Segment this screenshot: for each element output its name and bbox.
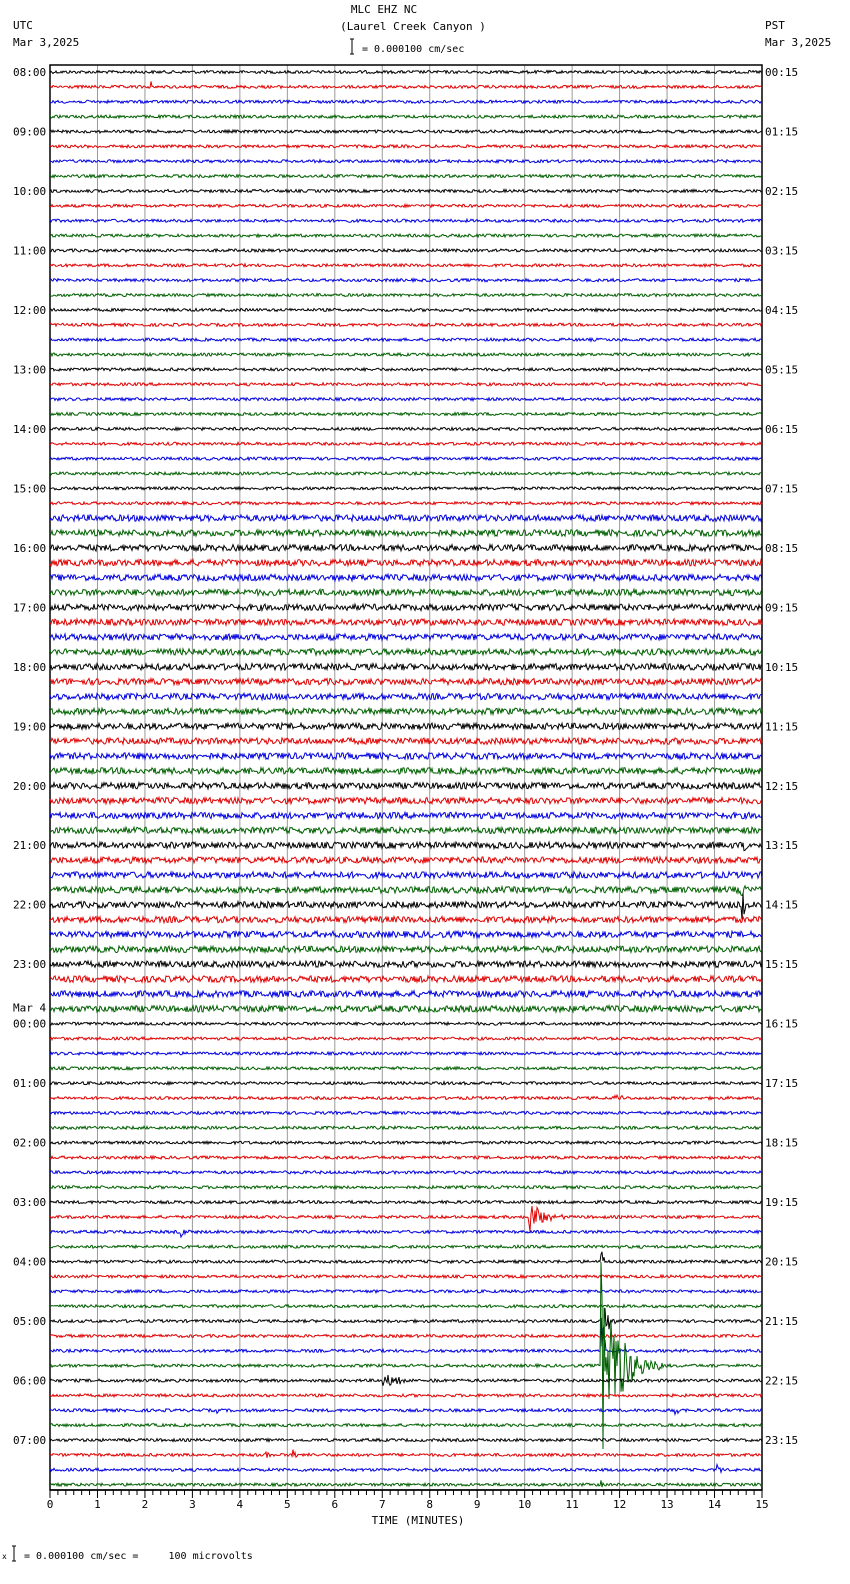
seismic-trace xyxy=(50,190,762,193)
x-tick-label: 14 xyxy=(707,1498,722,1511)
pst-hour-label: 21:15 xyxy=(765,1315,799,1329)
seismic-trace xyxy=(50,931,762,937)
x-tick-label: 15 xyxy=(755,1498,769,1511)
pst-hour-label: 15:15 xyxy=(765,958,799,972)
scale-bar-icon xyxy=(350,39,354,54)
utc-hour-label: 13:00 xyxy=(13,363,47,377)
seismic-trace xyxy=(50,916,762,922)
seismic-trace xyxy=(50,1245,762,1248)
right-timezone: PST xyxy=(765,19,785,32)
seismic-trace xyxy=(50,487,762,490)
pst-hour-label: 06:15 xyxy=(765,422,799,436)
seismic-trace xyxy=(50,589,762,595)
seismic-trace xyxy=(50,1022,762,1025)
seismic-trace xyxy=(50,115,762,118)
seismic-trace xyxy=(50,886,762,896)
x-tick-label: 9 xyxy=(473,1498,481,1511)
seismic-trace xyxy=(50,842,762,851)
pst-hour-label: 04:15 xyxy=(765,303,799,317)
utc-hour-label: 17:00 xyxy=(13,601,47,615)
utc-hour-label: 20:00 xyxy=(13,779,47,793)
right-date: Mar 3,2025 xyxy=(765,36,832,49)
seismic-trace xyxy=(50,219,762,222)
pst-hour-label: 14:15 xyxy=(765,898,799,912)
time-axis xyxy=(47,1490,769,1511)
seismic-trace xyxy=(50,545,762,551)
seismic-trace xyxy=(50,1450,762,1458)
x-tick-label: 11 xyxy=(565,1498,579,1511)
seismic-trace xyxy=(50,649,762,655)
utc-hour-label: 23:00 xyxy=(13,958,47,972)
utc-hour-label: 16:00 xyxy=(13,541,47,555)
station-location: (Laurel Creek Canyon ) xyxy=(340,20,486,33)
seismic-trace xyxy=(50,1439,762,1442)
footer-scale-bar-icon xyxy=(12,1546,16,1561)
x-tick-label: 10 xyxy=(518,1498,532,1511)
seismic-trace xyxy=(50,294,762,297)
seismic-trace xyxy=(50,427,762,430)
seismic-trace xyxy=(50,1126,762,1129)
pst-hour-label: 03:15 xyxy=(765,244,799,258)
seismic-trace xyxy=(50,872,762,878)
pst-hour-label: 05:15 xyxy=(765,363,799,377)
footer-scale-text: = 0.000100 cm/sec = 100 microvolts xyxy=(24,1551,253,1562)
utc-hour-label: 19:00 xyxy=(13,720,47,734)
seismic-trace xyxy=(50,1206,762,1232)
seismic-trace xyxy=(50,71,762,74)
x-tick-label: 7 xyxy=(378,1498,386,1511)
x-tick-label: 5 xyxy=(284,1498,291,1511)
seismic-trace xyxy=(50,1375,762,1386)
seismic-trace xyxy=(50,1156,762,1159)
seismic-trace xyxy=(50,991,762,997)
station-title: MLC EHZ NC xyxy=(350,3,418,16)
seismic-trace xyxy=(50,857,762,863)
seismic-trace xyxy=(50,1252,762,1263)
seismic-trace xyxy=(50,1201,762,1204)
pst-hour-label: 00:15 xyxy=(765,66,799,79)
utc-hour-label: 00:00 xyxy=(13,1017,47,1031)
pst-hour-label: 13:15 xyxy=(765,839,799,853)
footer-prefix: x xyxy=(2,1552,7,1561)
seismic-trace xyxy=(50,1095,762,1099)
traces xyxy=(50,71,762,1488)
seismic-trace xyxy=(50,1335,762,1338)
pst-hour-label: 17:15 xyxy=(765,1077,799,1091)
x-axis-label: TIME (MINUTES) xyxy=(371,1514,465,1527)
left-timezone: UTC xyxy=(13,19,33,32)
pst-hour-label: 12:15 xyxy=(765,779,799,793)
utc-hour-label: 02:00 xyxy=(13,1136,47,1150)
seismic-trace xyxy=(50,1394,762,1397)
utc-hour-label: 04:00 xyxy=(13,1255,47,1269)
seismic-trace xyxy=(50,1290,762,1293)
utc-hour-label: 18:00 xyxy=(13,660,47,674)
x-tick-label: 6 xyxy=(331,1498,339,1511)
seismic-trace xyxy=(50,1082,762,1085)
seismic-trace xyxy=(50,893,762,919)
seismic-trace xyxy=(50,1171,762,1174)
seismic-trace xyxy=(50,1480,762,1487)
utc-hour-label: 03:00 xyxy=(13,1196,47,1210)
pst-hour-label: 07:15 xyxy=(765,482,799,496)
seismic-trace xyxy=(50,1465,762,1473)
seismic-trace xyxy=(50,976,762,982)
seismic-trace xyxy=(50,679,762,685)
seismic-trace xyxy=(50,768,762,774)
pst-hour-label: 22:15 xyxy=(765,1374,799,1388)
seismic-trace xyxy=(50,353,762,356)
seismic-trace xyxy=(50,664,762,670)
seismic-trace xyxy=(50,264,762,267)
x-tick-label: 4 xyxy=(236,1498,244,1511)
pst-hour-label: 23:15 xyxy=(765,1434,799,1448)
pst-hour-label: 16:15 xyxy=(765,1017,799,1031)
x-tick-label: 2 xyxy=(141,1498,149,1511)
seismic-trace xyxy=(50,234,762,237)
pst-hour-label: 18:15 xyxy=(765,1136,799,1150)
x-tick-label: 0 xyxy=(46,1498,54,1511)
scale-text: = 0.000100 cm/sec xyxy=(362,44,465,55)
seismic-trace xyxy=(50,1305,762,1308)
pst-hour-label: 11:15 xyxy=(765,720,799,734)
utc-hour-label: 08:00 xyxy=(13,66,47,79)
seismic-trace xyxy=(50,753,762,759)
seismic-trace xyxy=(50,279,762,282)
seismic-trace xyxy=(50,798,762,804)
seismic-trace xyxy=(50,502,762,505)
utc-hour-label: 21:00 xyxy=(13,839,47,853)
x-tick-label: 3 xyxy=(189,1498,196,1511)
seismic-trace xyxy=(50,723,762,729)
utc-hour-label: 01:00 xyxy=(13,1077,47,1091)
seismic-trace xyxy=(50,1037,762,1040)
seismic-trace xyxy=(50,827,762,833)
seismic-trace xyxy=(50,515,762,521)
utc-hour-label: 06:00 xyxy=(13,1374,47,1388)
utc-hour-label: 09:00 xyxy=(13,125,47,139)
seismic-trace xyxy=(50,574,762,580)
seismic-trace xyxy=(50,1275,762,1278)
pst-hour-label: 02:15 xyxy=(765,184,799,198)
x-tick-label: 8 xyxy=(426,1498,434,1511)
seismic-trace xyxy=(50,604,762,610)
x-tick-label: 1 xyxy=(94,1498,101,1511)
seismic-trace xyxy=(50,308,762,311)
seismic-trace xyxy=(50,634,762,640)
seismic-trace xyxy=(50,1067,762,1070)
seismic-trace xyxy=(50,1308,762,1347)
seismic-trace xyxy=(50,383,762,386)
seismic-trace xyxy=(50,398,762,401)
utc-hour-label: 07:00 xyxy=(13,1434,47,1448)
seismic-trace xyxy=(50,130,762,133)
seismic-trace xyxy=(50,338,762,341)
seismic-trace xyxy=(50,442,762,445)
utc-hour-label: 12:00 xyxy=(13,303,47,317)
seismic-trace xyxy=(50,413,762,416)
seismic-trace xyxy=(50,160,762,163)
utc-hour-label: 10:00 xyxy=(13,184,47,198)
seismic-trace xyxy=(50,693,762,699)
left-date: Mar 3,2025 xyxy=(13,36,80,49)
seismic-trace xyxy=(50,368,762,371)
seismic-trace xyxy=(50,946,762,952)
seismic-trace xyxy=(50,175,762,178)
seismic-trace xyxy=(50,1186,762,1189)
seismic-trace xyxy=(50,82,762,89)
seismic-trace xyxy=(50,472,762,475)
utc-hour-label: 11:00 xyxy=(13,244,47,258)
seismic-trace xyxy=(50,530,762,536)
pst-hour-label: 01:15 xyxy=(765,125,799,139)
seismic-trace xyxy=(50,1424,762,1427)
seismic-trace xyxy=(50,738,762,744)
seismic-trace xyxy=(50,783,762,789)
pst-hour-label: 10:15 xyxy=(765,660,799,674)
pst-hour-label: 19:15 xyxy=(765,1196,799,1210)
pst-hour-label: 20:15 xyxy=(765,1255,799,1269)
seismic-trace xyxy=(50,619,762,625)
seismic-trace xyxy=(50,1141,762,1144)
seismic-trace xyxy=(50,249,762,252)
date-change-label: Mar 4 xyxy=(13,1001,47,1015)
seismic-trace xyxy=(50,560,762,566)
seismic-trace xyxy=(50,100,762,103)
seismic-trace xyxy=(50,457,762,460)
seismic-trace xyxy=(50,961,762,967)
seismic-trace xyxy=(50,812,762,818)
seismic-trace xyxy=(50,145,762,148)
utc-hour-label: 14:00 xyxy=(13,422,47,436)
x-tick-label: 13 xyxy=(660,1498,674,1511)
seismic-trace xyxy=(50,204,762,207)
pst-hour-label: 08:15 xyxy=(765,541,799,555)
seismic-trace xyxy=(50,1111,762,1114)
utc-hour-label: 15:00 xyxy=(13,482,47,496)
seismic-trace xyxy=(50,1409,762,1415)
utc-hour-label: 05:00 xyxy=(13,1315,47,1329)
seismic-trace xyxy=(50,1052,762,1055)
seismic-trace xyxy=(50,1230,762,1237)
pst-hour-label: 09:15 xyxy=(765,601,799,615)
utc-hour-label: 22:00 xyxy=(13,898,47,912)
seismic-trace xyxy=(50,323,762,326)
x-tick-label: 12 xyxy=(612,1498,627,1511)
seismic-trace xyxy=(50,1006,762,1012)
seismic-trace xyxy=(50,708,762,714)
